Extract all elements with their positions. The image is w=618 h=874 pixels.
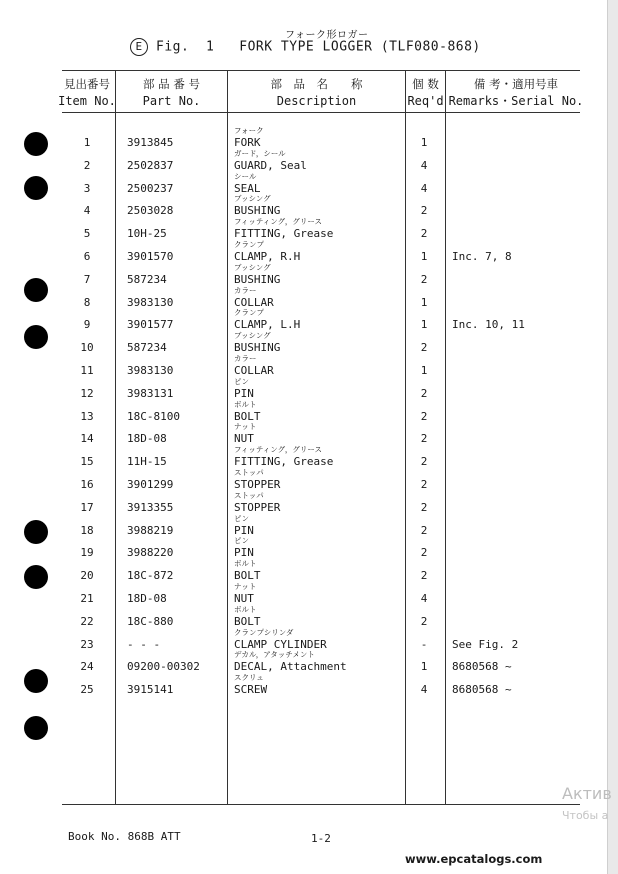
quantity: 2 <box>420 432 428 445</box>
description-japanese: フォーク <box>234 126 264 135</box>
figure-label: Fig. 1 <box>156 39 215 55</box>
quantity: 2 <box>420 204 428 217</box>
activation-watermark: Актив <box>562 784 612 803</box>
part-number: 3913845 <box>127 136 174 149</box>
part-number: 2502837 <box>127 159 174 172</box>
quantity: 2 <box>420 501 428 514</box>
description-japanese: ストッパ <box>234 468 264 477</box>
description-japanese: ナット <box>234 422 257 431</box>
table-row <box>62 606 580 629</box>
binder-hole <box>24 325 48 349</box>
description: BOLT <box>234 569 261 582</box>
table-row <box>62 332 580 355</box>
section-marker: E <box>130 38 148 56</box>
part-number: 18C-872 <box>127 569 174 582</box>
item-number: 4 <box>83 204 91 217</box>
quantity: 2 <box>420 227 428 240</box>
table-row <box>62 492 580 515</box>
part-number: 3915141 <box>127 683 174 696</box>
quantity: 1 <box>420 660 428 673</box>
part-number: 11H-15 <box>127 455 167 468</box>
description-japanese: ボルト <box>234 559 257 568</box>
table-row <box>62 651 580 674</box>
part-number: - - - <box>127 638 161 651</box>
table-bottom-rule <box>62 804 580 805</box>
item-number: 20 <box>80 569 94 582</box>
binder-hole <box>24 716 48 740</box>
quantity: 1 <box>420 296 428 309</box>
description-japanese: ガード，シール <box>234 149 286 158</box>
page-number: 1-2 <box>311 832 331 845</box>
quantity: 2 <box>420 569 428 582</box>
table-row <box>62 355 580 378</box>
description-japanese: ブッシング <box>234 331 271 340</box>
description: BUSHING <box>234 273 281 286</box>
description: PIN <box>234 524 254 537</box>
header-item-no: 見出番号 Item No. <box>58 77 116 108</box>
site-url[interactable]: www.epcatalogs.com <box>405 852 543 866</box>
table-row <box>62 469 580 492</box>
quantity: 2 <box>420 273 428 286</box>
book-number: Book No. 868B ATT <box>68 830 181 843</box>
table-row <box>62 150 580 173</box>
table-row <box>62 218 580 241</box>
quantity: 2 <box>420 387 428 400</box>
description: CLAMP CYLINDER <box>234 638 327 651</box>
table-row <box>62 287 580 310</box>
table-row <box>62 127 580 150</box>
table-header-rule <box>62 112 580 113</box>
description: STOPPER <box>234 501 281 514</box>
table-row <box>62 515 580 538</box>
description: SEAL <box>234 182 261 195</box>
item-number: 10 <box>80 341 94 354</box>
description-japanese: ピン <box>234 377 249 386</box>
table-row <box>62 560 580 583</box>
binder-hole <box>24 278 48 302</box>
description: DECAL, Attachment <box>234 660 347 673</box>
quantity: 2 <box>420 410 428 423</box>
part-number: 3988220 <box>127 546 174 559</box>
part-number: 18D-08 <box>127 592 167 605</box>
item-number: 21 <box>80 592 94 605</box>
table-row <box>62 264 580 287</box>
table-row <box>62 401 580 424</box>
quantity: 2 <box>420 524 428 537</box>
item-number: 19 <box>80 546 94 559</box>
description-japanese: ブッシング <box>234 194 271 203</box>
quantity: - <box>420 638 428 651</box>
remarks: 8680568 ~ <box>452 683 512 696</box>
description: PIN <box>234 387 254 400</box>
table-row <box>62 423 580 446</box>
item-number: 23 <box>80 638 94 651</box>
part-number: 2503028 <box>127 204 174 217</box>
item-number: 24 <box>80 660 94 673</box>
item-number: 17 <box>80 501 94 514</box>
description-japanese: ストッパ <box>234 491 264 500</box>
table-top-rule <box>62 70 580 71</box>
title-japanese: フォーク形ロガー <box>285 30 369 41</box>
binder-hole <box>24 176 48 200</box>
description-japanese: フィッティング，グリース <box>234 217 322 226</box>
table-row <box>62 378 580 401</box>
figure-title <box>130 38 481 56</box>
table-row <box>62 674 580 697</box>
table-row <box>62 537 580 560</box>
description: NUT <box>234 592 254 605</box>
item-number: 2 <box>83 159 91 172</box>
figure-name: FORK TYPE LOGGER (TLF080-868) <box>239 39 481 55</box>
part-number: 18D-08 <box>127 432 167 445</box>
description: BUSHING <box>234 341 281 354</box>
part-number: 3901570 <box>127 250 174 263</box>
table-row <box>62 195 580 218</box>
description: GUARD, Seal <box>234 159 307 172</box>
item-number: 14 <box>80 432 94 445</box>
item-number: 16 <box>80 478 94 491</box>
header-quantity: 個 数 Req'd <box>407 77 444 108</box>
description: BOLT <box>234 615 261 628</box>
table-row <box>62 583 580 606</box>
part-number: 3983130 <box>127 296 174 309</box>
part-number: 3901577 <box>127 318 174 331</box>
description-japanese: デカル，アタッチメント <box>234 650 315 659</box>
item-number: 5 <box>83 227 91 240</box>
part-number: 2500237 <box>127 182 174 195</box>
part-number: 18C-880 <box>127 615 174 628</box>
part-number: 587234 <box>127 341 167 354</box>
item-number: 11 <box>80 364 94 377</box>
description: NUT <box>234 432 254 445</box>
description: CLAMP, L.H <box>234 318 301 331</box>
description-japanese: クランプ <box>234 240 264 249</box>
part-number: 3913355 <box>127 501 174 514</box>
description-japanese: ピン <box>234 536 249 545</box>
description: COLLAR <box>234 296 274 309</box>
binder-hole <box>24 132 48 156</box>
description-japanese: クランプ <box>234 308 264 317</box>
part-number: 10H-25 <box>127 227 167 240</box>
item-number: 6 <box>83 250 91 263</box>
description: PIN <box>234 546 254 559</box>
remarks: 8680568 ~ <box>452 660 512 673</box>
description-japanese: フィッティング，グリース <box>234 445 322 454</box>
quantity: 1 <box>420 136 428 149</box>
item-number: 8 <box>83 296 91 309</box>
description-japanese: カラー <box>234 286 257 295</box>
table-row <box>62 173 580 196</box>
description: FITTING, Grease <box>234 455 334 468</box>
activation-watermark-sub: Чтобы а <box>562 809 609 822</box>
description: BOLT <box>234 410 261 423</box>
description-japanese: スクリュ <box>234 673 264 682</box>
quantity: 1 <box>420 364 428 377</box>
quantity: 1 <box>420 250 428 263</box>
quantity: 1 <box>420 318 428 331</box>
quantity: 2 <box>420 478 428 491</box>
description: FITTING, Grease <box>234 227 334 240</box>
description-japanese: ボルト <box>234 400 257 409</box>
description-japanese: ブッシング <box>234 263 271 272</box>
part-number: 587234 <box>127 273 167 286</box>
description-japanese: ピン <box>234 514 249 523</box>
item-number: 12 <box>80 387 94 400</box>
item-number: 25 <box>80 683 94 696</box>
description-japanese: クランプシリンダ <box>234 628 294 637</box>
description: FORK <box>234 136 261 149</box>
remarks: See Fig. 2 <box>452 638 519 651</box>
description: COLLAR <box>234 364 274 377</box>
item-number: 1 <box>83 136 91 149</box>
item-number: 13 <box>80 410 94 423</box>
description-japanese: シール <box>234 172 257 181</box>
part-number: 09200-00302 <box>127 660 200 673</box>
quantity: 4 <box>420 159 428 172</box>
part-number: 3983130 <box>127 364 174 377</box>
quantity: 4 <box>420 592 428 605</box>
table-row <box>62 629 580 652</box>
description-japanese: ボルト <box>234 605 257 614</box>
header-remarks: 備 考・適用号車 Remarks・Serial No. <box>448 77 584 108</box>
binder-hole <box>24 520 48 544</box>
part-number: 18C-8100 <box>127 410 180 423</box>
page-edge <box>607 0 618 874</box>
item-number: 22 <box>80 615 94 628</box>
item-number: 18 <box>80 524 94 537</box>
description: SCREW <box>234 683 268 696</box>
quantity: 2 <box>420 341 428 354</box>
table-row <box>62 446 580 469</box>
description-japanese: ナット <box>234 582 257 591</box>
item-number: 9 <box>83 318 91 331</box>
description: CLAMP, R.H <box>234 250 301 263</box>
binder-hole <box>24 565 48 589</box>
description: STOPPER <box>234 478 281 491</box>
quantity: 4 <box>420 182 428 195</box>
quantity: 2 <box>420 615 428 628</box>
description: BUSHING <box>234 204 281 217</box>
description-japanese: カラー <box>234 354 257 363</box>
item-number: 7 <box>83 273 91 286</box>
quantity: 4 <box>420 683 428 696</box>
item-number: 15 <box>80 455 94 468</box>
remarks: Inc. 7, 8 <box>452 250 512 263</box>
part-number: 3988219 <box>127 524 174 537</box>
part-number: 3901299 <box>127 478 174 491</box>
table-row <box>62 309 580 332</box>
table-row <box>62 241 580 264</box>
part-number: 3983131 <box>127 387 174 400</box>
remarks: Inc. 10, 11 <box>452 318 525 331</box>
quantity: 2 <box>420 455 428 468</box>
header-description: 部 品 名 称 Description <box>270 77 363 108</box>
header-part-no: 部 品 番 号 Part No. <box>142 77 201 108</box>
quantity: 2 <box>420 546 428 559</box>
binder-hole <box>24 669 48 693</box>
item-number: 3 <box>83 182 91 195</box>
